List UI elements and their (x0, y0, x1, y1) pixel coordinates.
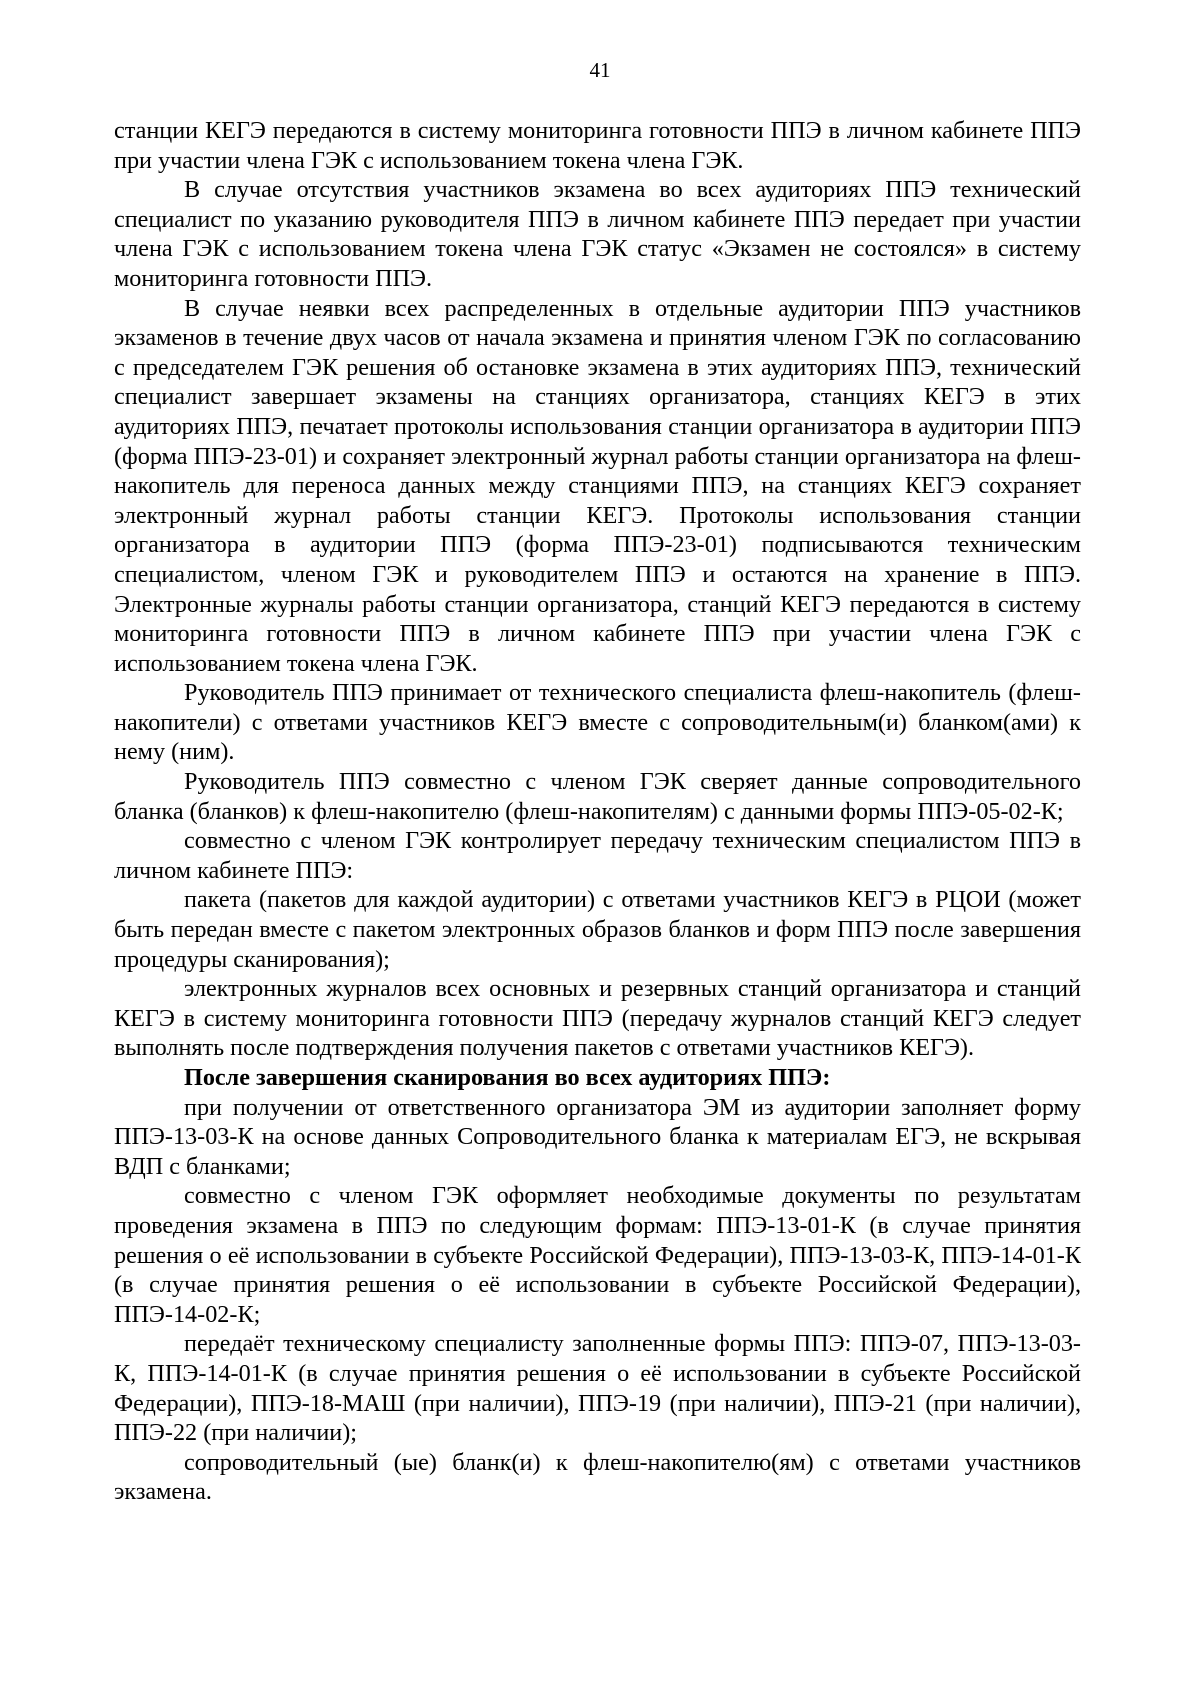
paragraph: В случае отсутствия участников экзамена во всех аудиториях ППЭ технический специалист по указанию руководителя ППЭ в личном кабинете ППЭ передает при участии члена ГЭК с использованием токена члена ГЭК статус «Экзамен не состоялся» в систему мониторинга готовности ППЭ. (114, 176, 1081, 292)
paragraph: станции КЕГЭ передаются в систему мониторинга готовности ППЭ в личном кабинете ППЭ при участии члена ГЭК с использованием токена члена ГЭК. (114, 117, 1081, 174)
section-heading: После завершения сканирования во всех аудиториях ППЭ: (184, 1064, 831, 1091)
paragraph: передаёт техническому специалисту заполненные формы ППЭ: ППЭ-07, ППЭ-13-03-К, ППЭ-14-01-К (в случае принятия решения о её использовании в субъекте Российской Федерации), ППЭ-18-МАШ (при наличии), ППЭ-19 (при наличии), ППЭ-21 (при наличии), ППЭ-22 (при наличии); (114, 1330, 1081, 1447)
paragraph: сопроводительный (ые) бланк(и) к флеш-накопителю(ям) с ответами участников экзамена. (114, 1448, 1081, 1506)
page-number: 41 (589, 58, 611, 82)
paragraph: при получении от ответственного организатора ЭМ из аудитории заполняет форму ППЭ-13-03-К на основе данных Сопроводительного бланка к материалам ЕГЭ, не вскрывая ВДП с бланками; (114, 1093, 1081, 1180)
paragraph: совместно с членом ГЭК контролирует передачу техническим специалистом ППЭ в личном кабинете ППЭ: (114, 827, 1081, 884)
paragraph: В случае неявки всех распределенных в отдельные аудитории ППЭ участников экзаменов в течение двух часов от начала экзамена и принятия членом ГЭК по согласованию с председателем ГЭК решения об остановке экзамена в этих аудиториях ППЭ, технический специалист завершает экзамены на станциях организатора, станциях КЕГЭ в этих аудиториях ППЭ, печатает протоколы использования станции организатора в аудитории ППЭ (форма ППЭ-23-01) и сохраняет электронный журнал работы станции организатора на флеш-накопитель для переноса данных между станциями ППЭ, на станциях КЕГЭ сохраняет электронный журнал работы станции КЕГЭ. Протоколы использования станции организатора в аудитории ППЭ (форма ППЭ-23-01) подписываются техническим специалистом, членом ГЭК и руководителем ППЭ и остаются на хранение в ППЭ. Электронные журналы работы станции организатора, станций КЕГЭ передаются в систему мониторинга готовности ППЭ в личном кабинете ППЭ при участии члена ГЭК с использованием токена члена ГЭК. (114, 294, 1081, 677)
document-body (114, 116, 1081, 1507)
paragraph: пакета (пакетов для каждой аудитории) с ответами участников КЕГЭ в РЦОИ (может быть передан вместе с пакетом электронных образов бланков и форм ППЭ после завершения процедуры сканирования); (114, 886, 1081, 973)
paragraph: Руководитель ППЭ совместно с членом ГЭК сверяет данные сопроводительного бланка (бланков) к флеш-накопителю (флеш-накопителям) с данными формы ППЭ-05-02-К; (114, 768, 1081, 825)
paragraph: Руководитель ППЭ принимает от технического специалиста флеш-накопитель (флеш-накопители) с ответами участников КЕГЭ вместе с сопроводительным(и) бланком(ами) к нему (ним). (114, 679, 1081, 766)
paragraph: электронных журналов всех основных и резервных станций организатора и станций КЕГЭ в систему мониторинга готовности ППЭ (передачу журналов станций КЕГЭ следует выполнять после подтверждения получения пакетов с ответами участников КЕГЭ). (114, 975, 1081, 1062)
paragraph: совместно с членом ГЭК оформляет необходимые документы по результатам проведения экзамена в ППЭ по следующим формам: ППЭ-13-01-К (в случае принятия решения о её использовании в субъекте Российской Федерации), ППЭ-13-03-К, ППЭ-14-01-К (в случае принятия решения о её использовании в субъекте Российской Федерации), ППЭ-14-02-К; (114, 1182, 1081, 1328)
